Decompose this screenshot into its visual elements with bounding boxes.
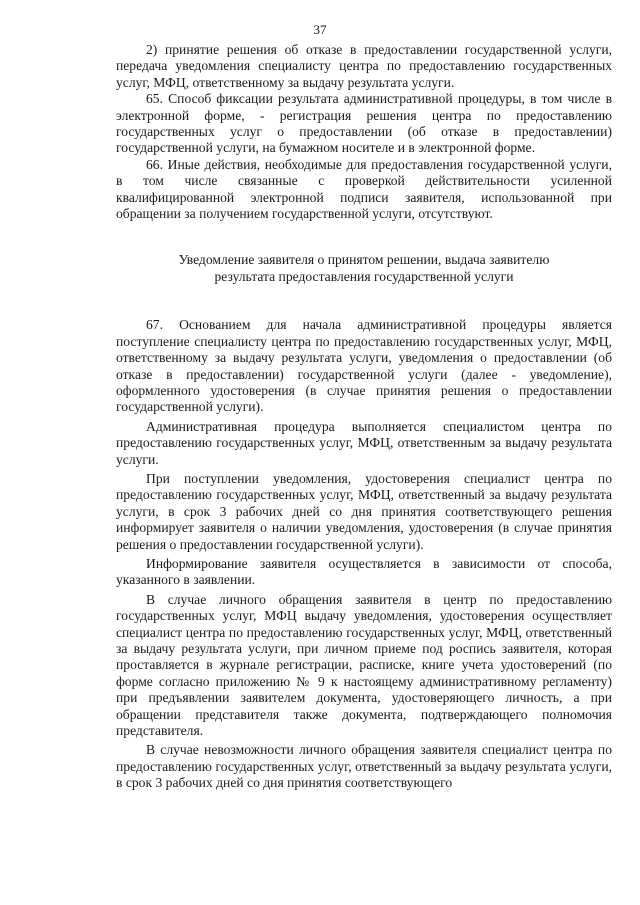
paragraph-66: 66. Иные действия, необходимые для предоставления государственной услуги, в том числе связанные с проверкой действительности усиленной квалифицированной электронной подписи заявителя, использованной при обращении за получением государственной услуги, отсутствуют. [116, 156, 612, 222]
paragraph-procedure-performer: Административная процедура выполняется специалистом центра по предоставлению государственных услуг, МФЦ, ответственным за выдачу результата услуги. [116, 418, 612, 467]
paragraph-informing-method: Информирование заявителя осуществляется в зависимости от способа, указанного в заявлении. [116, 555, 612, 588]
paragraph-67: 67. Основанием для начала административной процедуры является поступление специалисту центра по предоставлению государственных услуг, МФЦ, ответственному за выдачу результата услуги, уведомления о предоставлении (об отказе в предоставлении) государственной услуги (далее - уведомление), оформленного удостоверения (в случае принятия решения о предоставлении государственной услуги). [116, 317, 612, 415]
section-heading-line-1: Уведомление заявителя о принятом решении, выдача заявителю [178, 252, 550, 268]
paragraph-65: 65. Способ фиксации результата административной процедуры, в том числе в электронной форме, - регистрация решения центра по предоставлению государственных услуг о предоставлении (об отказе в предоставлении) государственной услуги, на бумажном носителе и в электронной форме. [116, 91, 612, 156]
paragraph-personal-visit: В случае личного обращения заявителя в центр по предоставлению государственных услуг, МФЦ выдачу уведомления, удостоверения осуществляет специалист центра по предоставлению государственных услуг, МФЦ, ответственный за выдачу результата услуги, при личном приеме под роспись заявителя, которая проставляется в журнале регистрации, расписке, книге учета удостоверений (по форме согласно приложению № 9 к настоящему административному регламенту) при предъявлении заявителем документа, удостоверяющего личность, а при обращении представителя также документа, подтверждающего полномочия представителя. [116, 591, 612, 739]
paragraph-notification-receipt: При поступлении уведомления, удостоверения специалист центра по предоставлению государственных услуг, МФЦ, ответственный за выдачу результата услуги, в срок 3 рабочих дней со дня принятия соответствующего решения информирует заявителя о наличии уведомления, удостоверения (в случае принятия решения о предоставлении государственной услуги). [116, 470, 612, 552]
paragraph-item-2: 2) принятие решения об отказе в предоставлении государственной услуги, передача уведомления специалисту центра по предоставлению государственных услуг, МФЦ, ответственному за выдачу результата услуги. [116, 42, 612, 90]
section-heading [116, 252, 612, 285]
section-heading-line-2: результата предоставления государственной услуги [214, 268, 514, 284]
document-body [116, 42, 612, 792]
page-number: 37 [313, 22, 327, 37]
paragraph-no-personal-visit: В случае невозможности личного обращения заявителя специалист центра по предоставлению государственных услуг, ответственный за выдачу результата услуги, в срок 3 рабочих дней со дня принятия соответствующего [116, 742, 612, 791]
